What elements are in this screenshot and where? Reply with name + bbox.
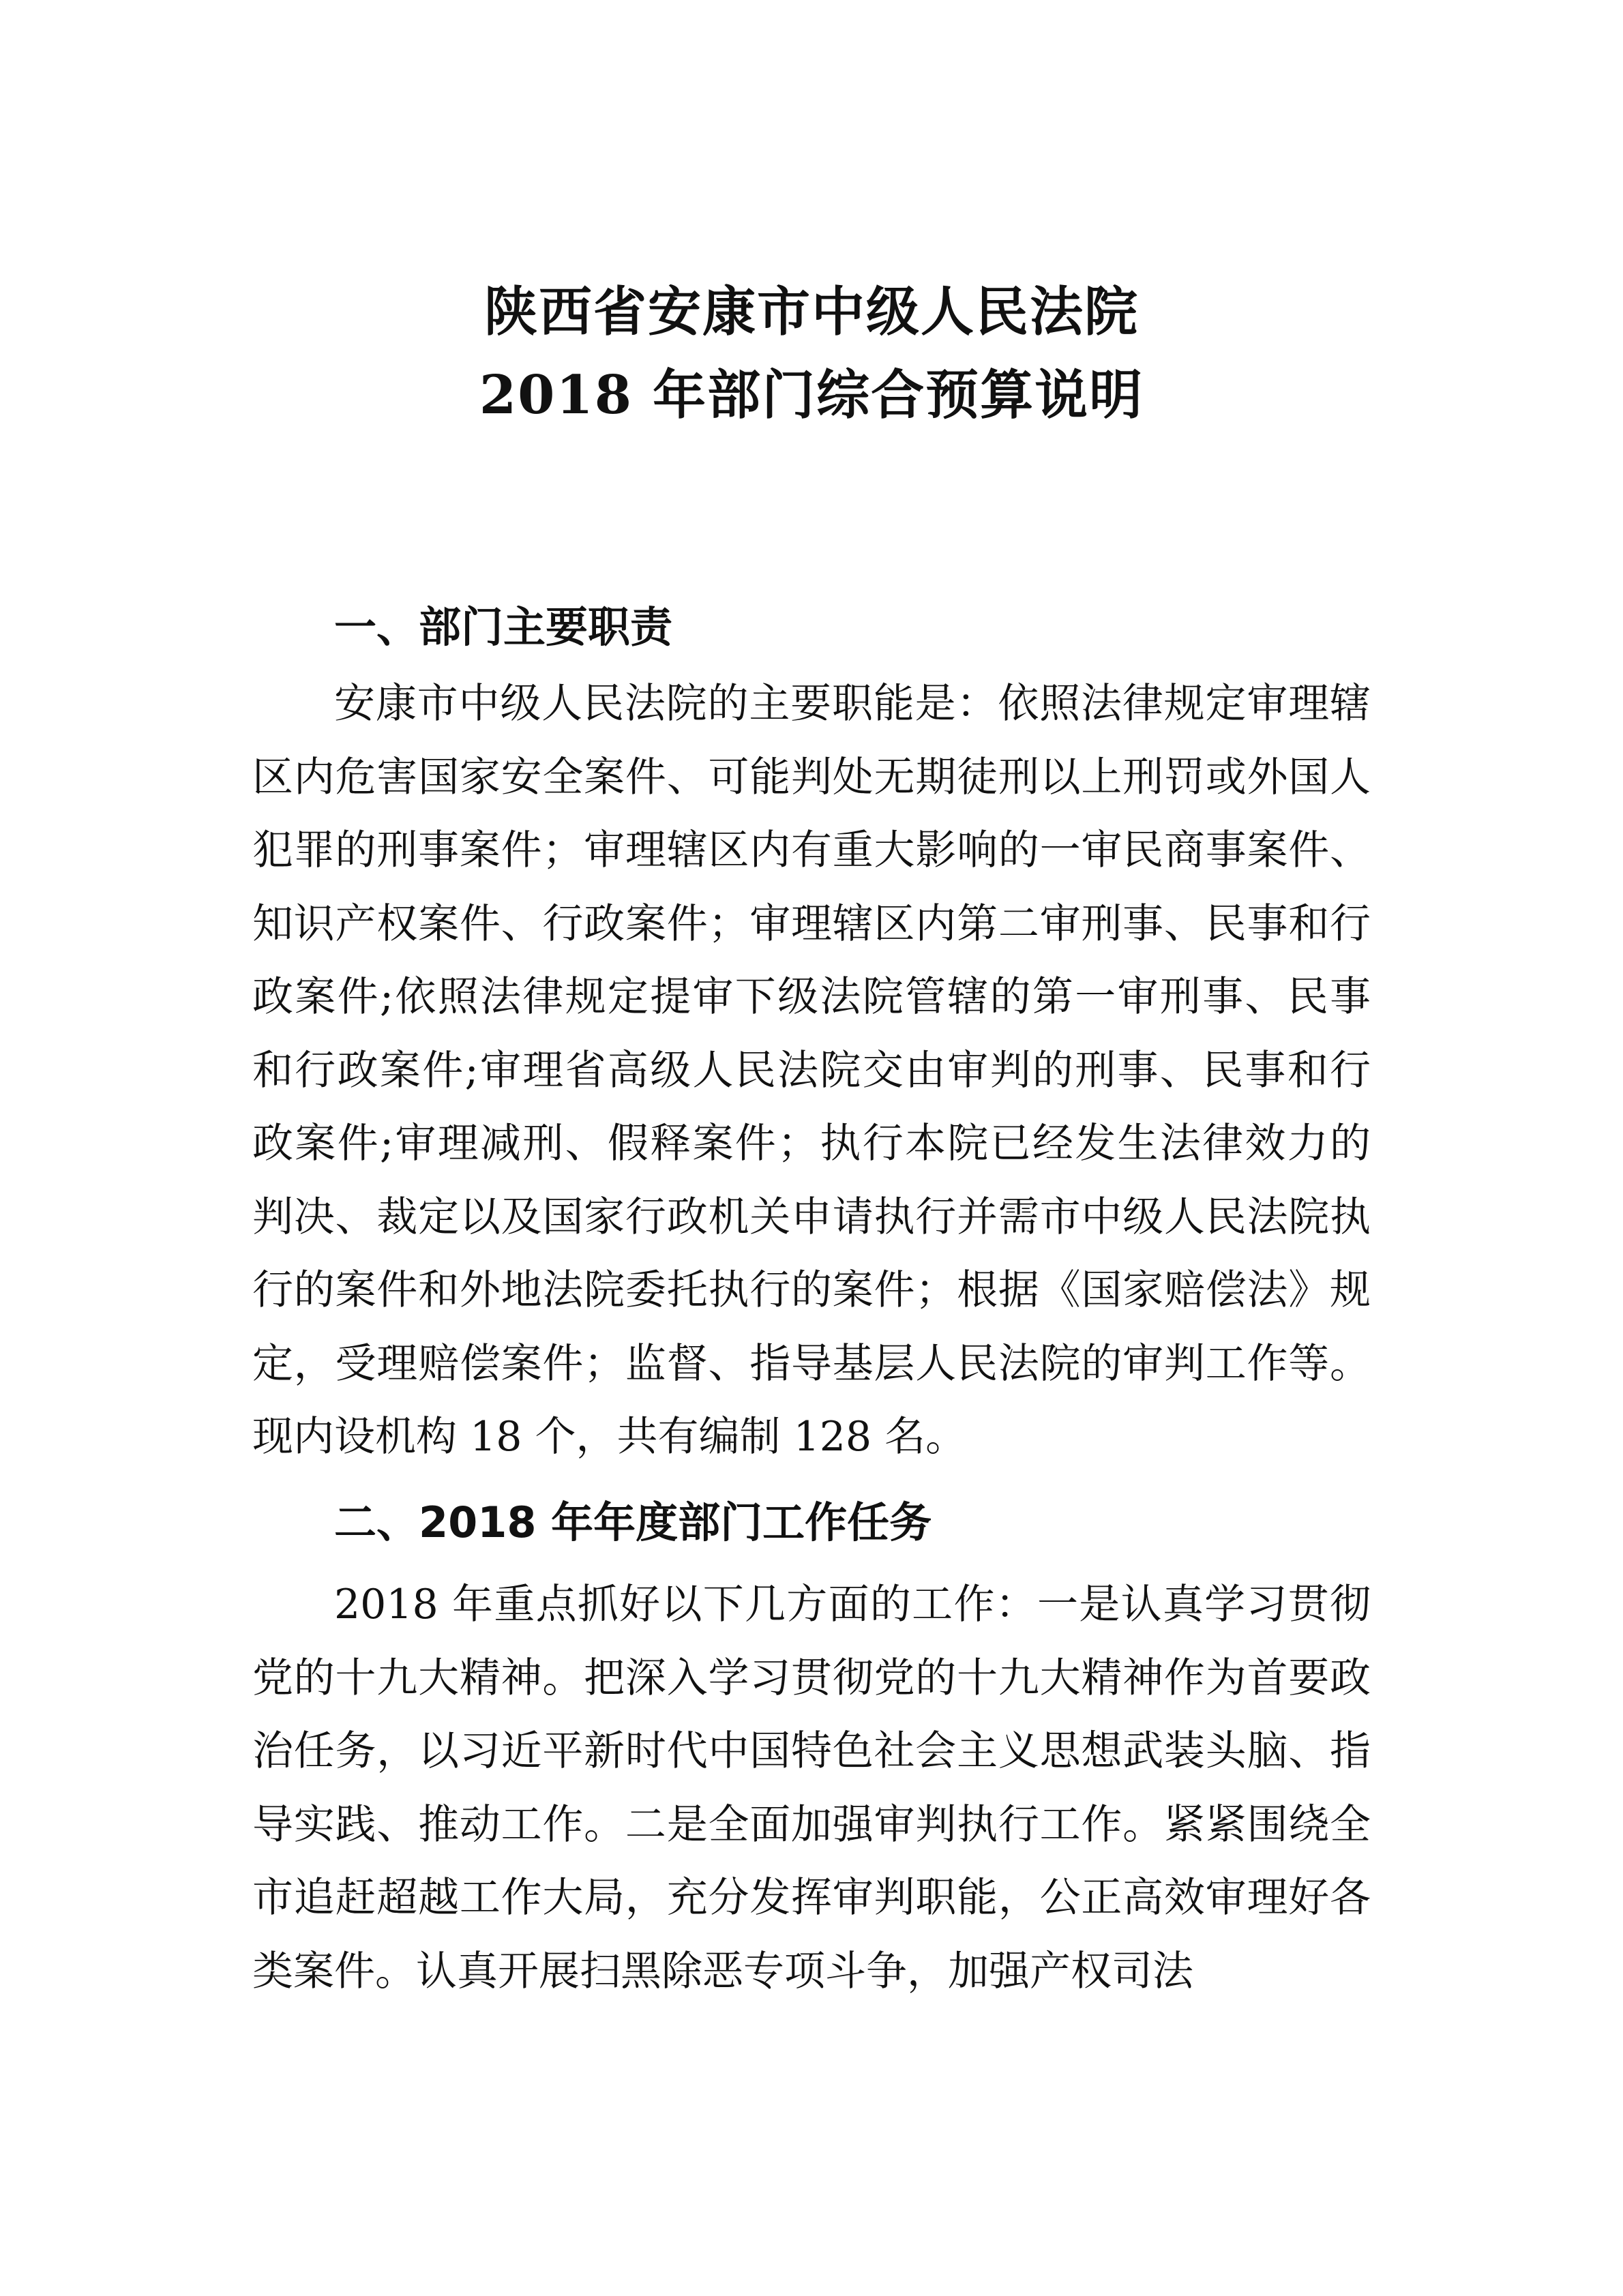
section-body-duties: 安康市中级人民法院的主要职能是：依照法律规定审理辖区内危害国家安全案件、可能判处无期徒刑以上刑罚或外国人犯罪的刑事案件；审理辖区内有重大影响的一审民商事案件、知识产权案件、行政案件；审理辖区内第二审刑事、民事和行政案件;依照法律规定提审下级法院管辖的第一审刑事、民事和行政案件;审理省高级人民法院交由审判的刑事、民事和行政案件;审理减刑、假释案件；执行本院已经发生法律效力的判决、裁定以及国家行政机关申请执行并需市中级人民法院执行的案件和外地法院委托执行的案件；根据《国家赔偿法》规定，受理赔偿案件；监督、指导基层人民法院的审判工作等。现内设机构 18 个，共有编制 128 名。 [252, 680, 1371, 1461]
document-title-line2: 2018 年部门综合预算说明 [479, 364, 1144, 426]
section-heading-duties: 一、部门主要职责 [334, 602, 673, 652]
document-title-line1: 陕西省安康市中级人民法院 [483, 281, 1139, 343]
section-body-tasks: 2018 年重点抓好以下几方面的工作：一是认真学习贯彻党的十九大精神。把深入学习贯彻党的十九大精神作为首要政治任务，以习近平新时代中国特色社会主义思想武装头脑、指导实践、推动工作。二是全面加强审判执行工作。紧紧围绕全市追赶超越工作大局，充分发挥审判职能，公正高效审理好各类案件。认真开展扫黑除恶专项斗争，加强产权司法 [252, 1581, 1371, 1995]
section-heading-tasks: 二、2018 年年度部门工作任务 [334, 1497, 932, 1547]
